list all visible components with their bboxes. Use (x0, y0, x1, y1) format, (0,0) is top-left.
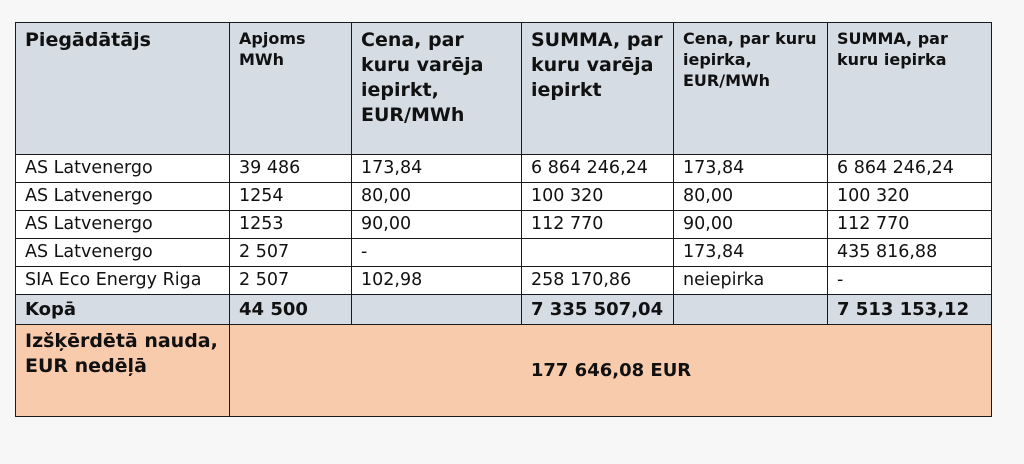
cell-supplier: SIA Eco Energy Riga (16, 267, 230, 295)
total-row (16, 295, 992, 325)
header-volume: Apjoms MWh (230, 23, 352, 155)
cell-actual-sum: 112 770 (828, 211, 992, 239)
total-possible-sum: 7 335 507,04 (522, 295, 674, 325)
table-row (16, 155, 992, 183)
cell-possible-price: 173,84 (352, 155, 522, 183)
table-row (16, 211, 992, 239)
cell-possible-sum (522, 239, 674, 267)
cell-actual-price: neiepirka (674, 267, 828, 295)
wasted-money-label: Izšķērdētā nauda, EUR nedēļā (16, 325, 230, 417)
cell-supplier: AS Latvenergo (16, 239, 230, 267)
total-actual-sum: 7 513 153,12 (828, 295, 992, 325)
cell-supplier: AS Latvenergo (16, 155, 230, 183)
table-row (16, 239, 992, 267)
table-row (16, 183, 992, 211)
header-row (16, 23, 992, 155)
header-possible-sum: SUMMA, par kuru varēja iepirkt (522, 23, 674, 155)
cell-possible-sum: 258 170,86 (522, 267, 674, 295)
cell-volume: 1254 (230, 183, 352, 211)
cell-possible-sum: 112 770 (522, 211, 674, 239)
total-label: Kopā (16, 295, 230, 325)
cell-actual-sum: 100 320 (828, 183, 992, 211)
wasted-money-row (16, 325, 992, 417)
cell-possible-price: - (352, 239, 522, 267)
cell-possible-price: 102,98 (352, 267, 522, 295)
total-possible-price (352, 295, 522, 325)
table-row (16, 267, 992, 295)
header-actual-sum: SUMMA, par kuru iepirka (828, 23, 992, 155)
cell-supplier: AS Latvenergo (16, 211, 230, 239)
header-actual-price: Cena, par kuru iepirka, EUR/MWh (674, 23, 828, 155)
cell-possible-price: 90,00 (352, 211, 522, 239)
cell-volume: 39 486 (230, 155, 352, 183)
cell-actual-price: 90,00 (674, 211, 828, 239)
cell-actual-sum: 6 864 246,24 (828, 155, 992, 183)
cell-volume: 2 507 (230, 267, 352, 295)
cell-actual-price: 80,00 (674, 183, 828, 211)
cell-volume: 1253 (230, 211, 352, 239)
cell-supplier: AS Latvenergo (16, 183, 230, 211)
header-supplier: Piegādātājs (16, 23, 230, 155)
cell-actual-price: 173,84 (674, 239, 828, 267)
total-actual-price (674, 295, 828, 325)
wasted-money-value: 177 646,08 EUR (230, 325, 992, 417)
cell-actual-sum: 435 816,88 (828, 239, 992, 267)
cell-possible-price: 80,00 (352, 183, 522, 211)
cell-actual-price: 173,84 (674, 155, 828, 183)
cell-possible-sum: 6 864 246,24 (522, 155, 674, 183)
electricity-purchase-table (15, 22, 992, 417)
cell-possible-sum: 100 320 (522, 183, 674, 211)
total-volume: 44 500 (230, 295, 352, 325)
cell-volume: 2 507 (230, 239, 352, 267)
header-possible-price: Cena, par kuru varēja iepirkt, EUR/MWh (352, 23, 522, 155)
cell-actual-sum: - (828, 267, 992, 295)
